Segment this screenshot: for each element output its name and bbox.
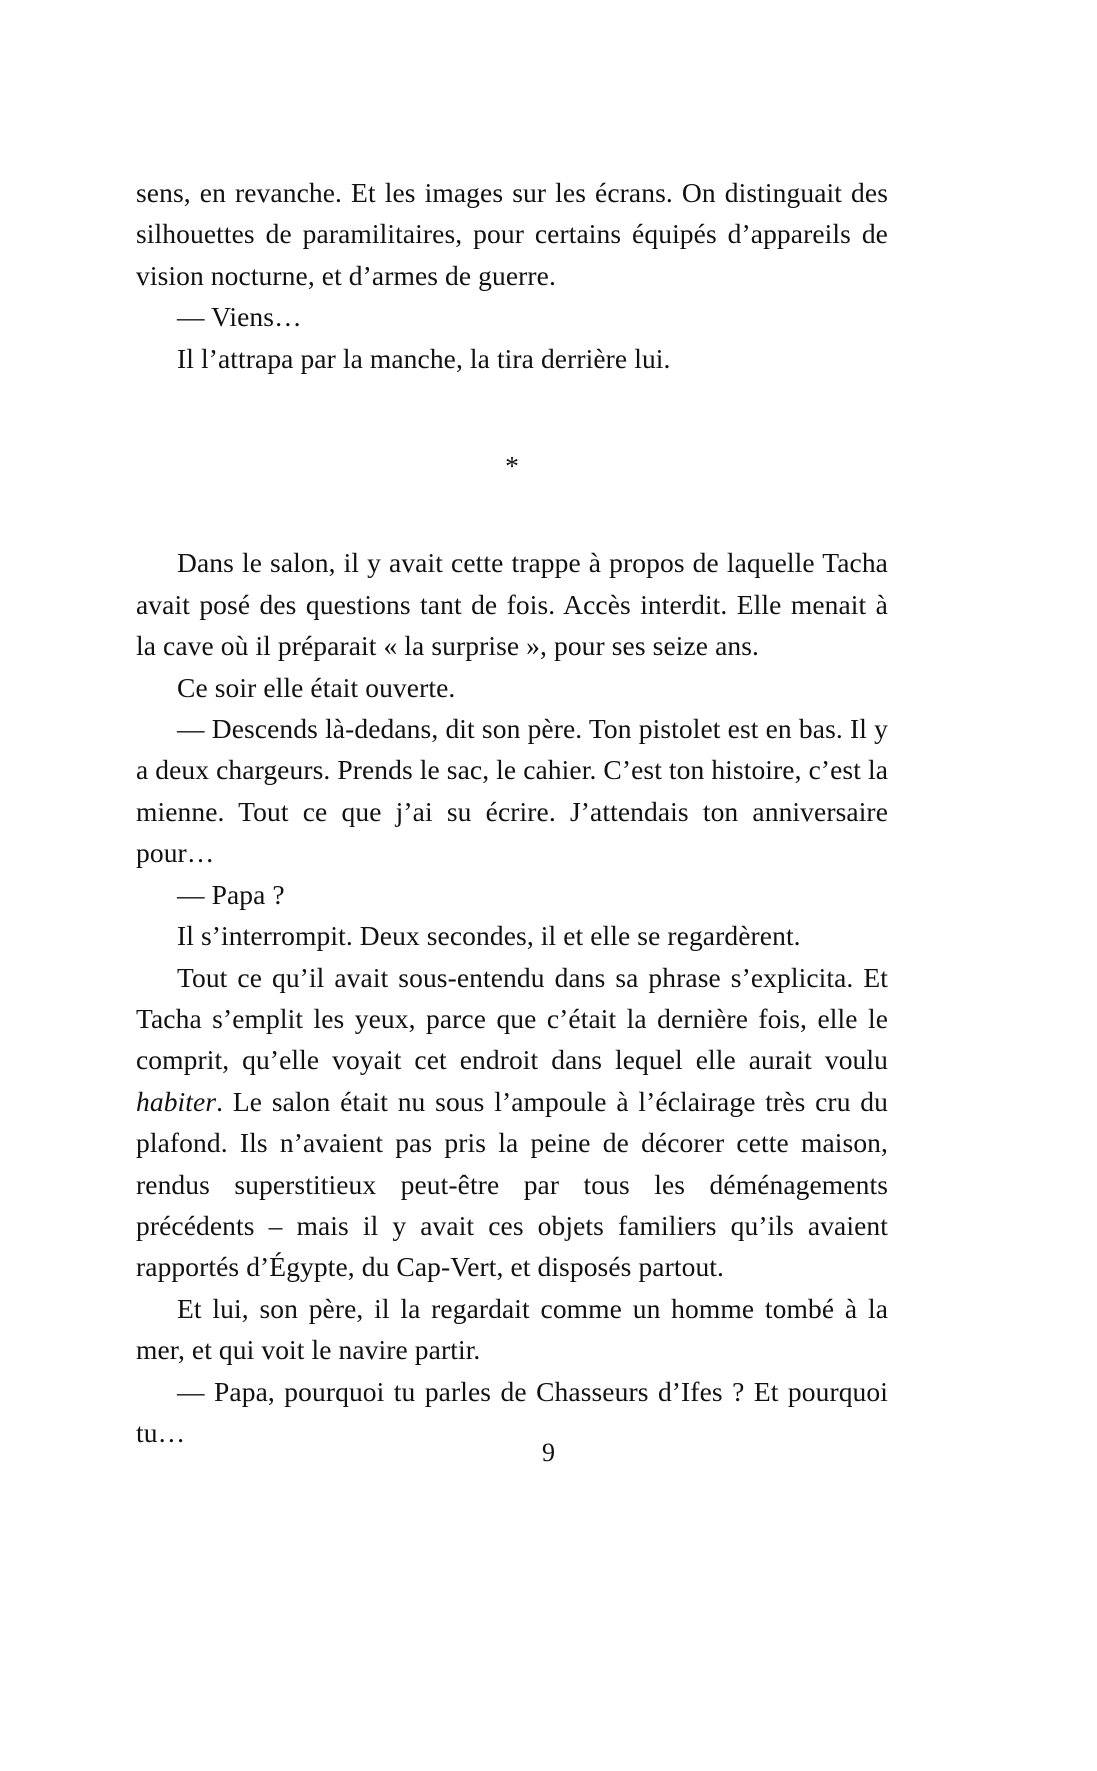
dialogue-line-chasseurs: — Papa, pourquoi tu parles de Chasseurs d’Ifes ? Et pourquoi tu… bbox=[136, 1375, 888, 1448]
paragraph-et-lui: Et lui, son père, il la regardait comme un homme tombé à la mer, et qui voit le navire partir. bbox=[136, 1292, 888, 1366]
dialogue-line-papa: — Papa ? bbox=[177, 878, 285, 910]
paragraph-attrapa: Il l’attrapa par la manche, la tira derrière lui. bbox=[177, 342, 671, 374]
paragraph-ce-soir: Ce soir elle était ouverte. bbox=[177, 671, 456, 703]
dialogue-line-descends: — Descends là-dedans, dit son père. Ton pistolet est en bas. Il y a deux chargeurs. Prends le sac, le cahier. C’est ton histoire, c’est la mienne. Tout ce que j’ai su écrire. J’attendais ton anniversaire pour… bbox=[136, 713, 888, 869]
dialogue-line-viens: — Viens… bbox=[177, 301, 302, 333]
page-number: 9 bbox=[542, 1438, 555, 1467]
paragraph-continuation: sens, en revanche. Et les images sur les écrans. On distinguait des silhouettes de paramilitaires, pour certains équipés d’appareils de vision nocturne, et d’armes de guerre. bbox=[136, 177, 888, 291]
section-break-asterisk: * bbox=[505, 450, 519, 482]
paragraph-explicita-part2: . Le salon était nu sous l’ampoule à l’éclairage très cru du plafond. Ils n’avaient pas pris la peine de décorer cette maison, rendus superstitieux peut-être par tous les déménagements précédents – mais il y avait ces objets familiers qu’ils avaient rapportés d’Égypte, du Cap-Vert, et disposés partout. bbox=[136, 1085, 888, 1283]
emphasis-habiter: habiter bbox=[136, 1085, 217, 1117]
paragraph-interrompit: Il s’interrompit. Deux secondes, il et elle se regardèrent. bbox=[177, 920, 801, 952]
paragraph-explicita-part1: Tout ce qu’il avait sous-entendu dans sa phrase s’explicita. Et Tacha s’emplit les yeux, parce que c’était la dernière fois, elle le comprit, qu’elle voyait cet endroit dans lequel elle aurait voulu bbox=[136, 961, 888, 1076]
break-spacer-bottom bbox=[136, 486, 888, 542]
page-text-block bbox=[136, 172, 888, 1453]
paragraph-explicita bbox=[136, 957, 888, 1288]
break-spacer-top bbox=[136, 379, 888, 445]
paragraph-salon: Dans le salon, il y avait cette trappe à propos de laquelle Tacha avait posé des questions tant de fois. Accès interdit. Elle menait à la cave où il préparait « la surprise », pour ses seize ans. bbox=[136, 547, 888, 662]
